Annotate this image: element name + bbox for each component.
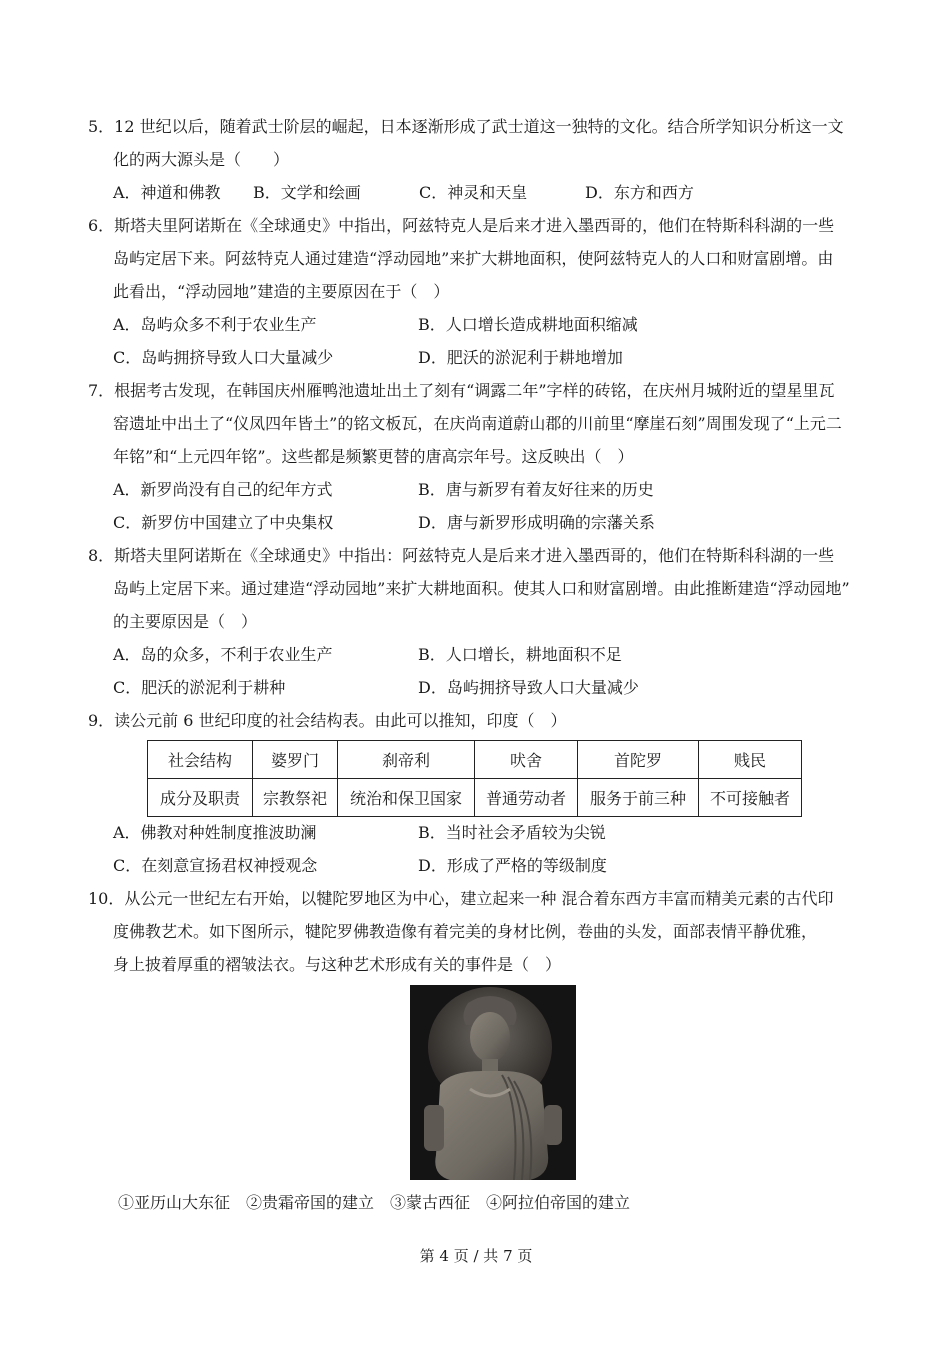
question-9-options [113,816,873,882]
question-10 [88,882,878,981]
option-a: A．新罗尚没有自己的纪年方式 [113,480,333,499]
option-b: B．唐与新罗有着友好往来的历史 [418,480,654,499]
question-8-line-1: 8．斯塔夫里阿诺斯在《全球通史》中指出：阿兹特克人是后来才进入墨西哥的，他们在特斯科科湖的一些 [88,546,835,565]
question-5 [88,110,878,176]
table-cell: 婆罗门 [253,741,338,779]
event-choices: ①亚历山大东征 ②贵霜帝国的建立 ③蒙古西征 ④阿拉伯帝国的建立 [118,1193,631,1212]
table-cell: 首陀罗 [578,741,699,779]
table-cell: 服务于前三种 [578,779,699,817]
social-structure-table [147,740,802,817]
option-c: C．在刻意宣扬君权神授观念 [113,856,318,875]
option-c: C．神灵和天皇 [419,183,528,202]
option-c: C．岛屿拥挤导致人口大量减少 [113,348,334,367]
question-5-options [113,176,694,209]
option-b: B．当时社会矛盾较为尖锐 [418,823,606,842]
table-cell: 贱民 [699,741,802,779]
table-row [148,779,802,817]
question-6-line-1: 6．斯塔夫里阿诺斯在《全球通史》中指出，阿兹特克人是后来才进入墨西哥的，他们在特斯科科湖的一些 [88,216,835,235]
option-d: D．岛屿拥挤导致人口大量减少 [418,678,639,697]
question-8-options [113,638,873,704]
question-9-line-1: 9．读公元前 6 世纪印度的社会结构表。由此可以推知，印度（ ） [88,711,567,730]
gandhara-buddha-statue-image [410,985,576,1180]
question-8-line-3: 的主要原因是（ ） [113,612,258,631]
question-10-line-2: 度佛教艺术。如下图所示，犍陀罗佛教造像有着完美的身材比例，卷曲的头发，面部表情平静优雅， [113,922,818,941]
question-10-line-3: 身上披着厚重的褶皱法衣。与这种艺术形成有关的事件是（ ） [113,955,562,974]
table-cell: 成分及职责 [148,779,253,817]
table-cell: 社会结构 [148,741,253,779]
question-7-options [113,473,873,539]
option-b: B．人口增长造成耕地面积缩减 [418,315,638,334]
question-6 [88,209,878,308]
question-6-options [113,308,873,374]
question-8 [88,539,878,638]
question-7-line-3: 年铭”和“上元四年铭”。这些都是频繁更替的唐高宗年号。这反映出（ ） [113,447,634,466]
table-cell: 普通劳动者 [475,779,578,817]
page-footer: 第 4 页 / 共 7 页 [419,1247,533,1265]
option-a: A．岛屿众多不利于农业生产 [113,315,317,334]
option-a: A．佛教对种姓制度推波助澜 [113,823,317,842]
option-a: A．神道和佛教 [113,183,221,202]
question-10-line-1: 10．从公元一世纪左右开始，以犍陀罗地区为中心，建立起来一种 混合着东西方丰富而精美元素的古代印 [88,889,834,908]
table-cell: 宗教祭祀 [253,779,338,817]
option-c: C．新罗仿中国建立了中央集权 [113,513,334,532]
option-d: D．形成了严格的等级制度 [418,856,607,875]
option-b: B．文学和绘画 [253,183,361,202]
option-b: B．人口增长，耕地面积不足 [418,645,622,664]
table-cell: 吠舍 [475,741,578,779]
option-d: D．肥沃的淤泥利于耕地增加 [418,348,623,367]
question-5-line-1: 5．12 世纪以后，随着武士阶层的崛起，日本逐渐形成了武士道这一独特的文化。结合所学知识分析这一文 [88,117,844,136]
table-cell: 不可接触者 [699,779,802,817]
table-cell: 刹帝利 [338,741,475,779]
question-8-line-2: 岛屿上定居下来。通过建造“浮动园地”来扩大耕地面积。使其人口和财富剧增。由此推断建造“浮动园地” [113,579,850,598]
option-d: D．唐与新罗形成明确的宗藩关系 [418,513,655,532]
question-9 [88,704,878,737]
question-6-line-3: 此看出，“浮动园地”建造的主要原因在于（ ） [113,282,450,301]
question-7-line-2: 窑遗址中出土了“仪凤四年皆土”的铭文板瓦，在庆尚南道蔚山郡的川前里“摩崖石刻”周围发现了“上元二 [113,414,842,433]
question-6-line-2: 岛屿定居下来。阿兹特克人通过建造“浮动园地”来扩大耕地面积，使阿兹特克人的人口和财富剧增。由 [113,249,834,268]
option-c: C．肥沃的淤泥利于耕种 [113,678,286,697]
question-7 [88,374,878,473]
table-row [148,741,802,779]
question-7-line-1: 7．根据考古发现，在韩国庆州雁鸭池遗址出土了刻有“调露二年”字样的砖铭，在庆州月城附近的望星里瓦 [88,381,835,400]
option-a: A．岛的众多，不利于农业生产 [113,645,333,664]
option-d: D．东方和西方 [585,183,694,202]
question-5-line-2: 化的两大源头是（ ） [113,150,290,169]
statue-illustration [410,985,576,1180]
table-cell: 统治和保卫国家 [338,779,475,817]
